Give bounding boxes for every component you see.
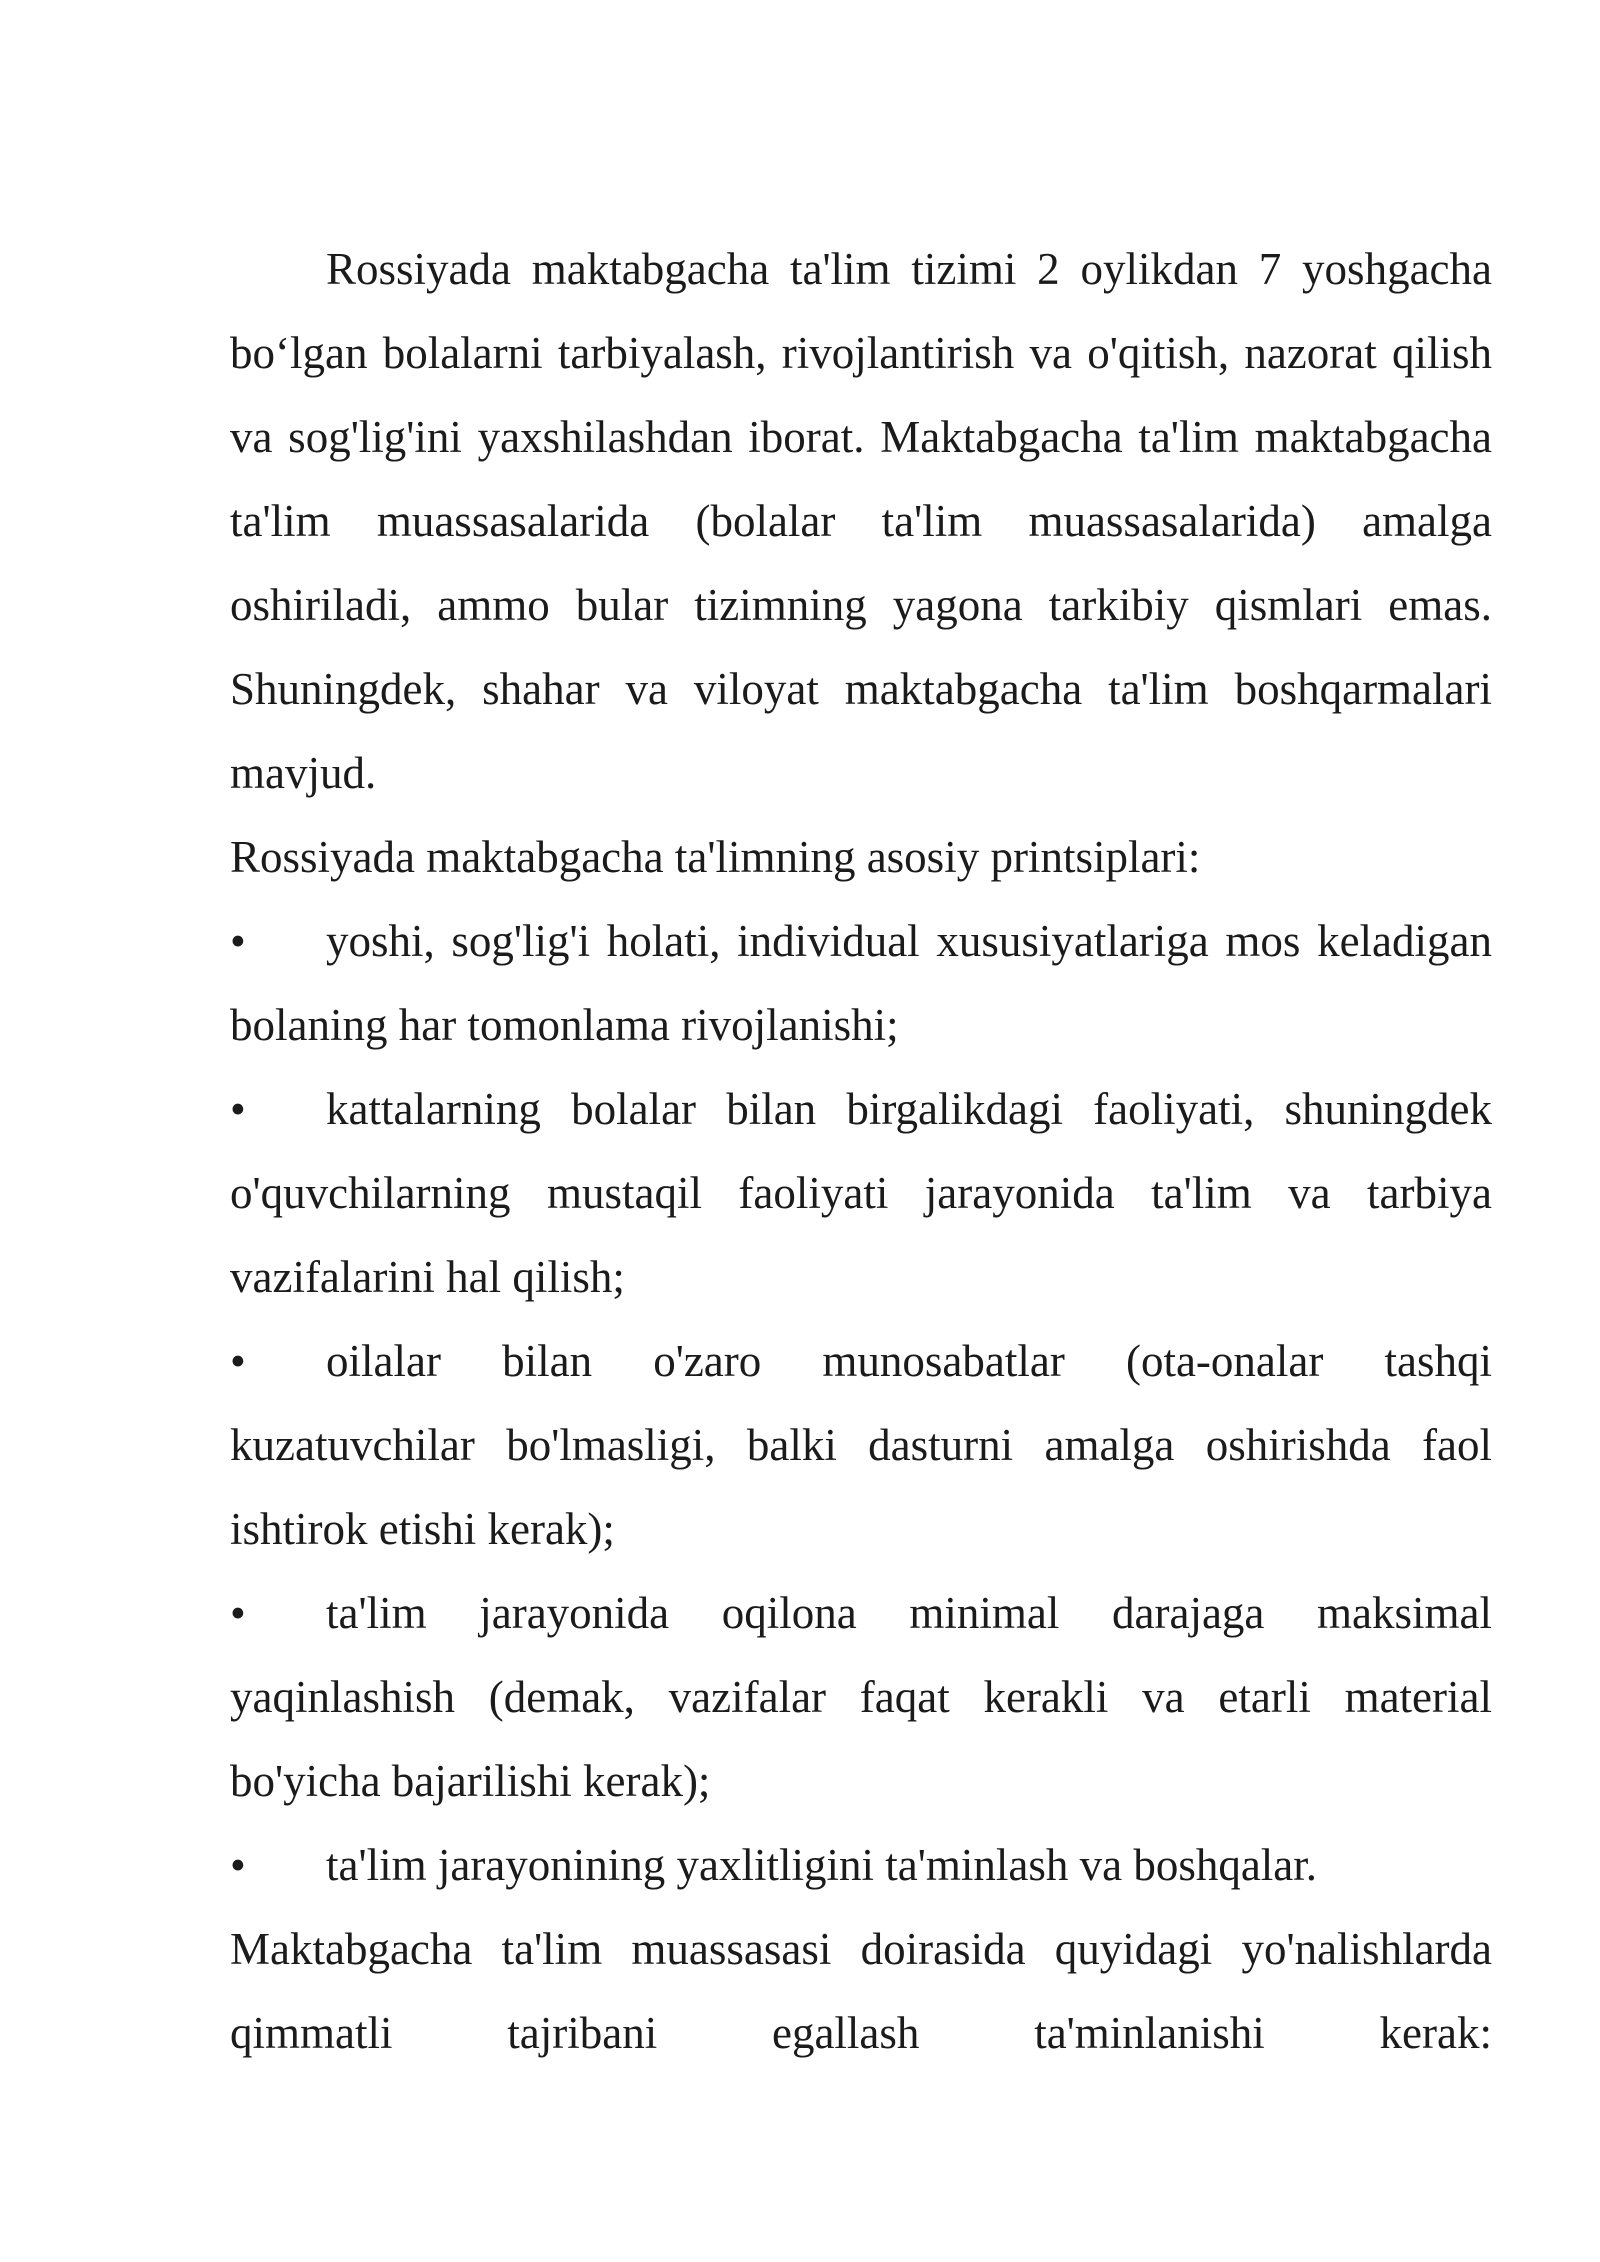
- document-body: [230, 227, 1492, 2075]
- list-item-text: ta'lim jarayonining yaxlitligini ta'minlash va boshqalar.: [326, 1840, 1318, 1890]
- list-item-text: yoshi, sog'lig'i holati, individual xususiyatlariga mos keladigan bolaning har tomonlama rivojlanishi;: [230, 916, 1492, 1050]
- bullet-icon: •: [230, 1336, 246, 1386]
- bullet-icon: •: [230, 916, 246, 966]
- list-item: [230, 1067, 1492, 1319]
- principles-heading: Rossiyada maktabgacha ta'limning asosiy printsiplari:: [230, 832, 1201, 882]
- list-item-text: ta'lim jarayonida oqilona minimal darajaga maksimal yaqinlashish (demak, vazifalar faqat kerakli va etarli material bo'yicha bajarilishi kerak);: [230, 1588, 1492, 1806]
- intro-paragraph: Rossiyada maktabgacha ta'lim tizimi 2 oylikdan 7 yoshgacha bo‘lgan bolalarni tarbiyalash, rivojlantirish va o'qitish, nazorat qilish va sog'lig'ini yaxshilashdan iborat. Maktabgacha ta'lim maktabgacha ta'lim muassasalarida (bolalar ta'lim muassasalarida) amalga oshiriladi, ammo bular tizimning yagona tarkibiy qismlari emas. Shuningdek, shahar va viloyat maktabgacha ta'lim boshqarmalari mavjud.: [230, 244, 1492, 798]
- bullet-icon: •: [230, 1588, 246, 1638]
- list-item: [230, 1823, 1492, 1907]
- list-item-text: oilalar bilan o'zaro munosabatlar (ota-onalar tashqi kuzatuvchilar bo'lmasligi, balki dasturni amalga oshirishda faol ishtirok etishi kerak);: [230, 1336, 1492, 1554]
- list-item-text: kattalarning bolalar bilan birgalikdagi faoliyati, shuningdek o'quvchilarning mustaqil faoliyati jarayonida ta'lim va tarbiya vazifalarini hal qilish;: [230, 1084, 1492, 1302]
- closing-paragraph: Maktabgacha ta'lim muassasasi doirasida quyidagi yo'nalishlarda qimmatli tajribani egallash ta'minlanishi kerak:: [230, 1924, 1492, 2058]
- list-item: [230, 1319, 1492, 1571]
- bullet-icon: •: [230, 1084, 246, 1134]
- list-item: [230, 899, 1492, 1067]
- bullet-icon: •: [230, 1840, 246, 1890]
- list-item: [230, 1571, 1492, 1823]
- principles-list: [230, 899, 1492, 1907]
